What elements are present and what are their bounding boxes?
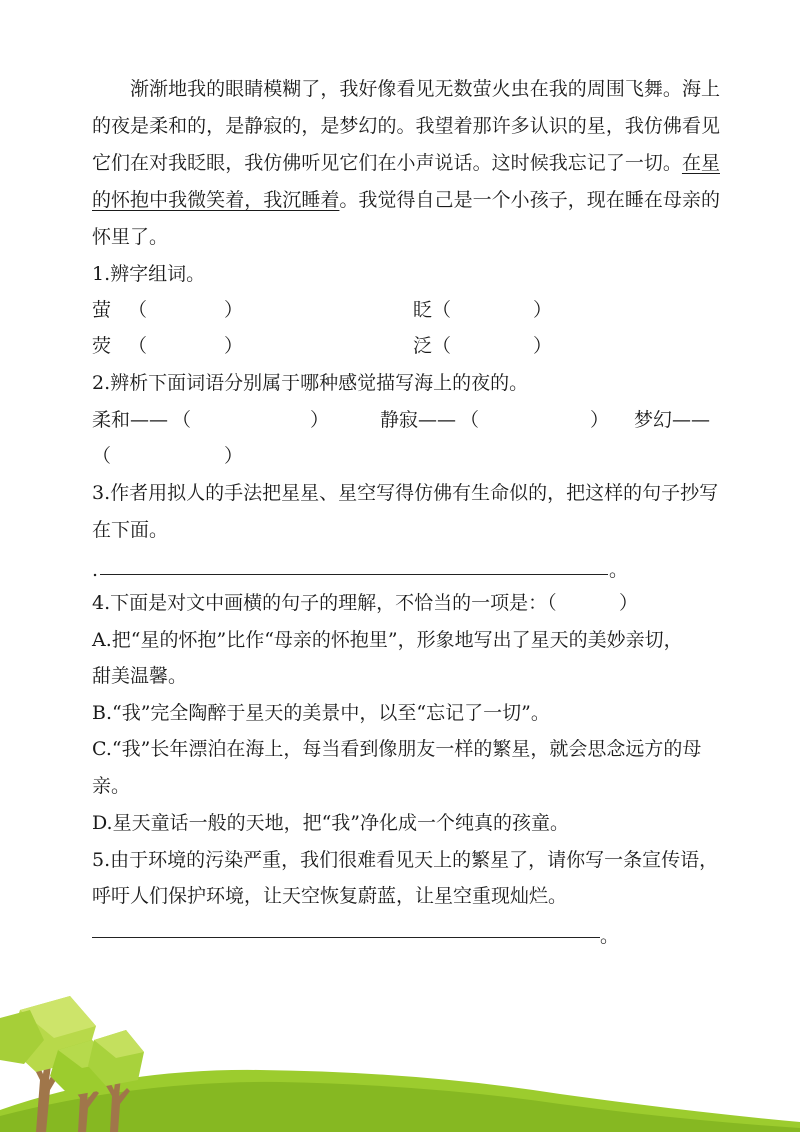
q1-item-zha: 眨: [413, 299, 433, 321]
q2-word-rouhe: 柔和——: [92, 409, 169, 431]
q3-answer-end: 。: [609, 559, 629, 581]
q3-line2: 在下面。: [92, 519, 169, 541]
q4-option-b[interactable]: B.“我”完全陶醉于星天的美景中，以至“忘记了一切”。: [92, 702, 550, 724]
q4-option-c-line1[interactable]: C.“我”长年漂泊在海上，每当看到像朋友一样的繁星，就会思念远方的母: [92, 738, 702, 760]
q1-close-paren: ）: [533, 299, 553, 321]
q4-title-close-paren: ）: [619, 592, 639, 614]
q4-option-a-line2[interactable]: 甜美温馨。: [92, 665, 188, 687]
passage-underlined-sentence: 在星的怀抱中我微笑着，我沉睡着: [92, 152, 720, 211]
q1-open-paren: （: [128, 335, 148, 357]
q3-answer-lead: .: [92, 559, 99, 581]
q1-close-paren: ）: [224, 299, 244, 321]
q1-item-fan: 泛: [413, 335, 433, 357]
q4-option-d[interactable]: D.星天童话一般的天地，把“我”净化成一个纯真的孩童。: [92, 812, 570, 834]
passage-text-after: 。我觉得自己是一个小孩子，现在睡在母亲的怀里了。: [92, 189, 720, 248]
q2-title: 2.辨析下面词语分别属于哪种感觉描写海上的夜的。: [92, 372, 529, 394]
q5-answer-end: 。: [600, 925, 620, 947]
q2-word-jingji: 静寂——: [380, 409, 457, 431]
passage-text-before: 渐渐地我的眼睛模糊了，我好像看见无数萤火虫在我的周围飞舞。海上的夜是柔和的，是静寂的，是梦幻的。我望着那许多认识的星，我仿佛看见它们在对我眨眼，我仿佛听见它们在小声说话。这时候我忘记了一切。: [92, 78, 720, 174]
q2-close-paren: ）: [224, 445, 244, 467]
q2-open-paren: （: [92, 445, 112, 467]
q1-open-paren: （: [432, 335, 452, 357]
q4-title: 4.下面是对文中画横的句子的理解，不恰当的一项是：（: [92, 592, 557, 614]
q1-open-paren: （: [128, 299, 148, 321]
q1-close-paren: ）: [224, 335, 244, 357]
q1-title: 1.辨字组词。: [92, 263, 206, 285]
q2-open-paren: （: [460, 409, 480, 431]
q2-open-paren: （: [172, 409, 192, 431]
q5-line1: 5.由于环境的污染严重，我们很难看见天上的繁星了，请你写一条宣传语，: [92, 849, 719, 871]
q2-close-paren: ）: [590, 409, 610, 431]
q4-option-a-line1[interactable]: A.把“星的怀抱”比作“母亲的怀抱里”，形象地写出了星天的美妙亲切，: [92, 629, 683, 651]
q5-line2: 呼吁人们保护环境，让天空恢复蔚蓝，让星空重现灿烂。: [92, 885, 568, 907]
q1-open-paren: （: [432, 299, 452, 321]
q1-item-ying2: 荧: [92, 335, 112, 357]
q2-close-paren: ）: [310, 409, 330, 431]
q1-close-paren: ）: [533, 335, 553, 357]
q2-word-menghuan: 梦幻——: [634, 409, 711, 431]
q3-line1: 3.作者用拟人的手法把星星、星空写得仿佛有生命似的，把这样的句子抄写: [92, 482, 719, 504]
q4-option-c-line2[interactable]: 亲。: [92, 775, 131, 797]
q1-char: 萤: [92, 299, 112, 321]
